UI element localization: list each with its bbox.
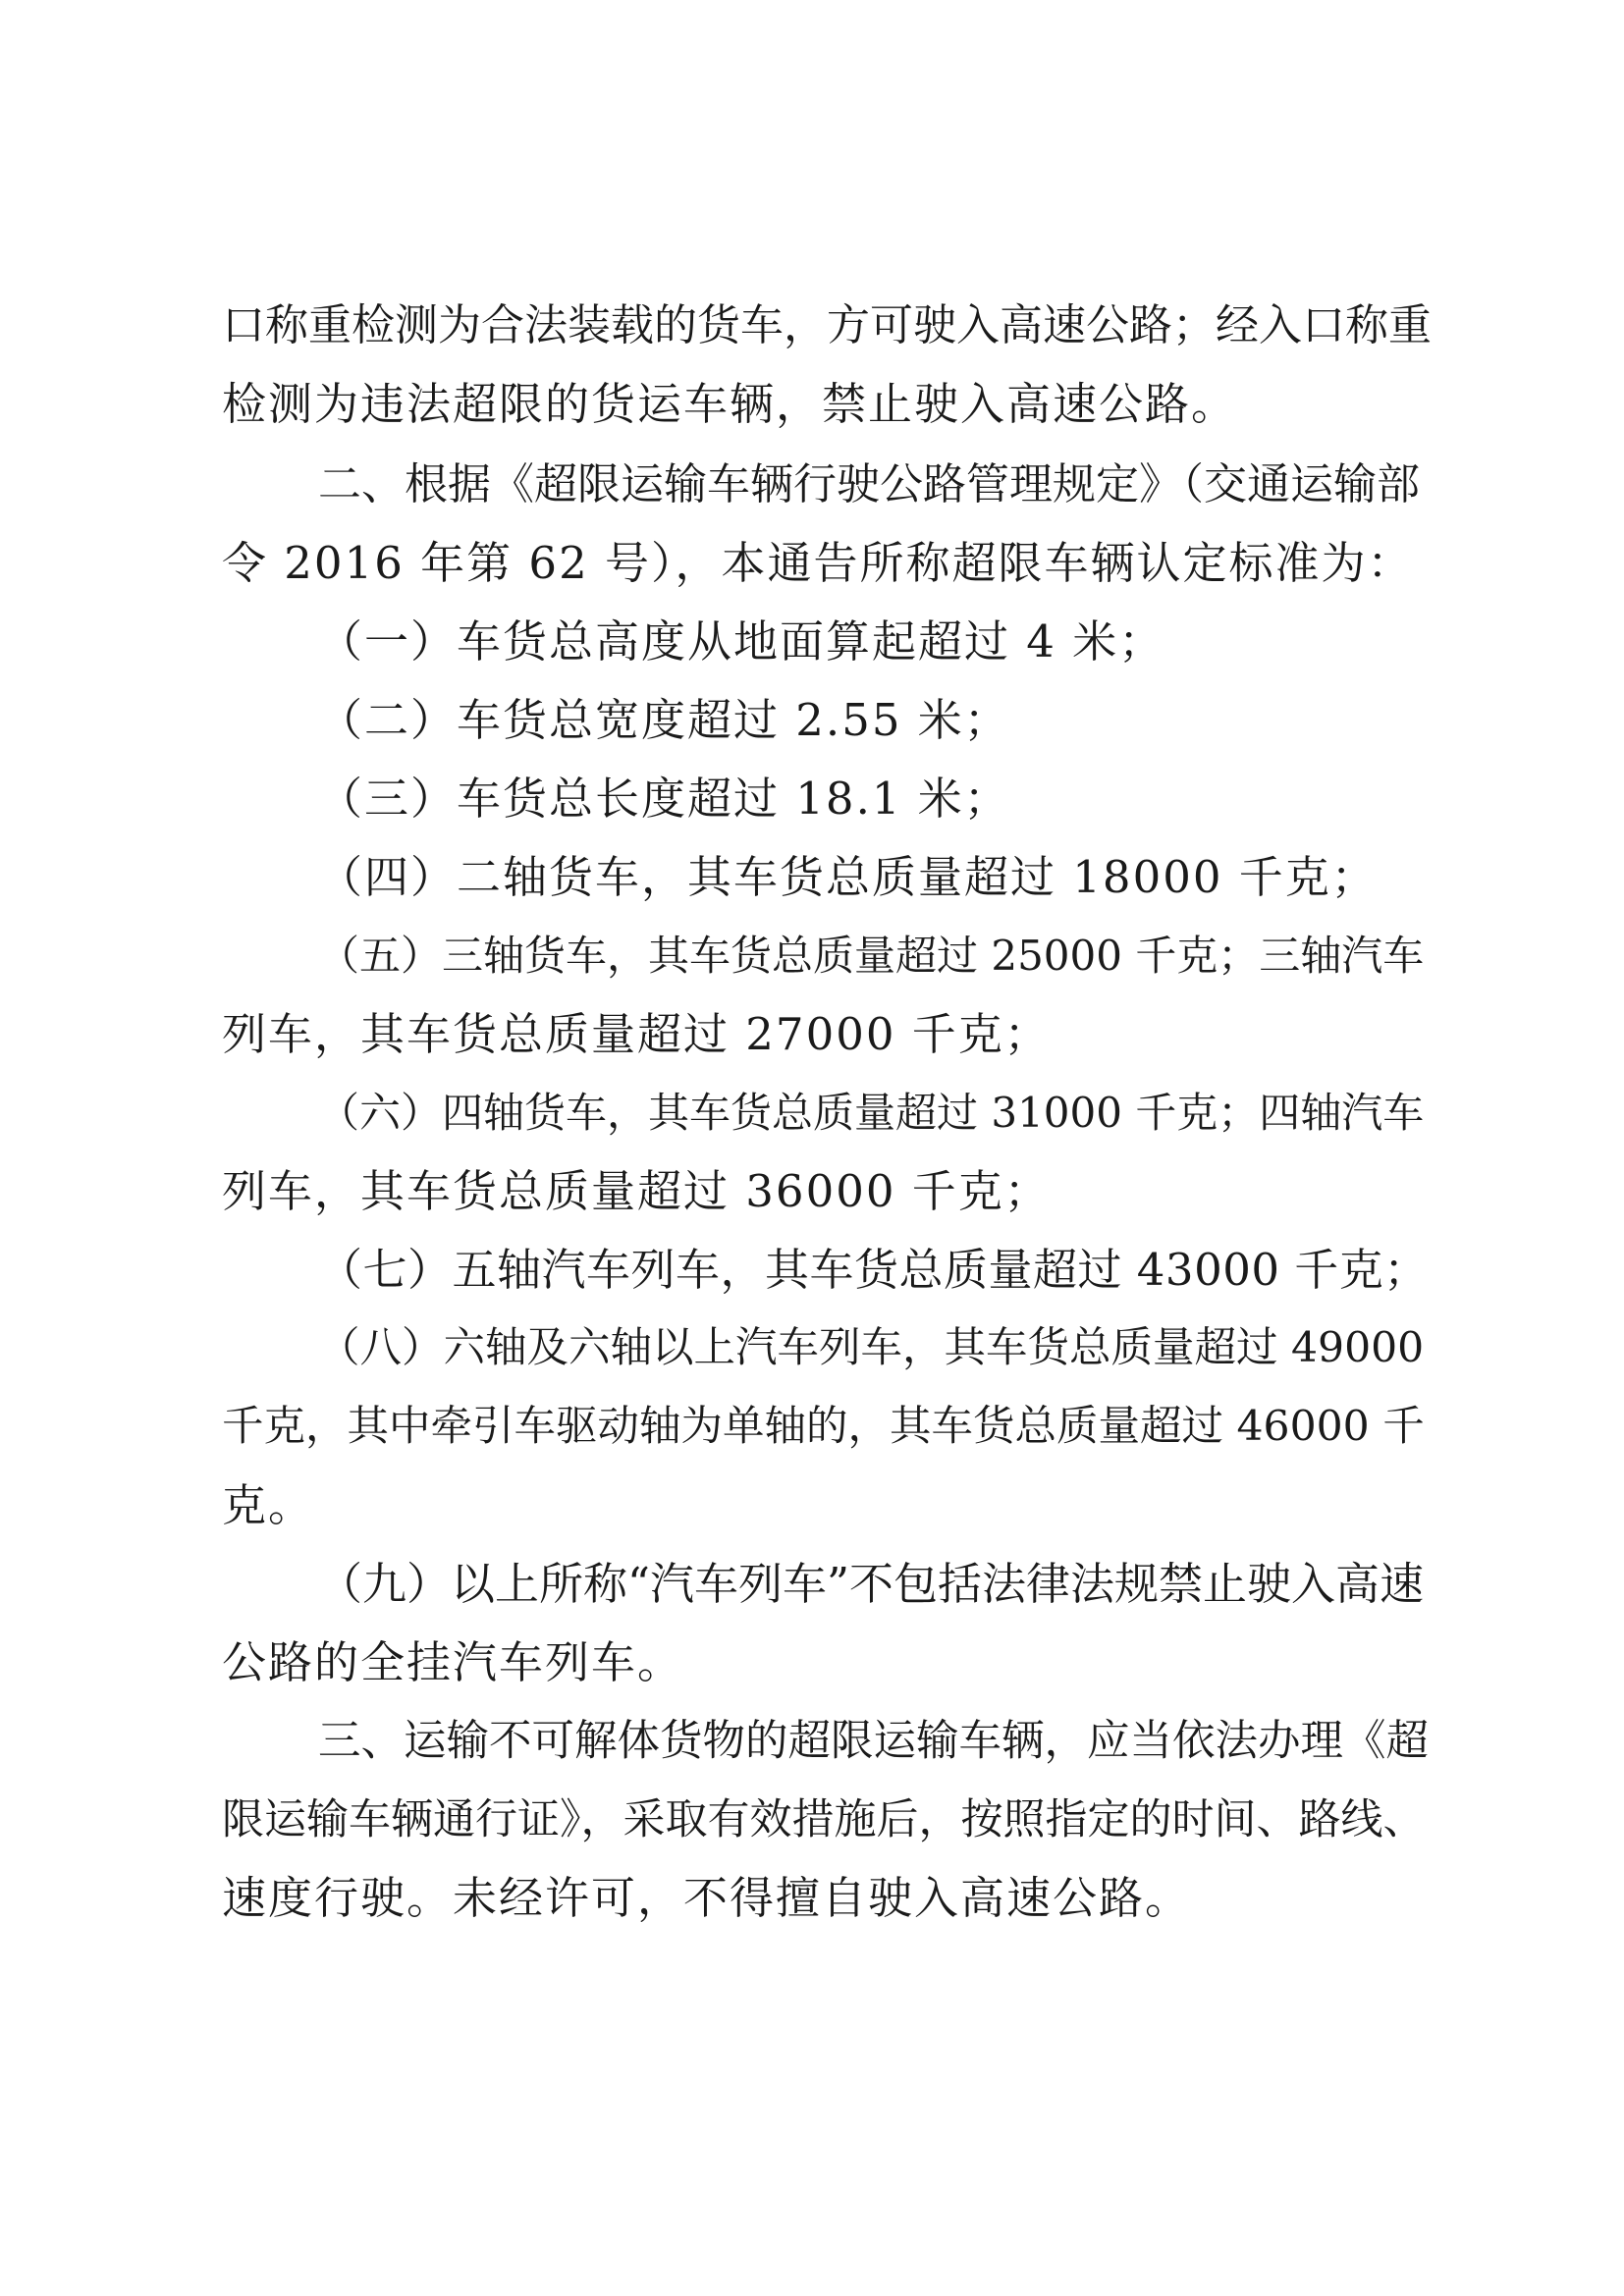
text-line: 令 2016 年第 62 号），本通告所称超限车辆认定标准为： [222,537,1414,589]
list-item-9: （九）以上所称“汽车列车”不包括法律法规禁止驶入高速 [318,1558,1425,1610]
list-item-5: （五）三轴货车，其车货总质量超过 25000 千克；三轴汽车 [318,932,1425,980]
section-three-line: 三、运输不可解体货物的超限运输车辆，应当依法办理《超 [318,1717,1429,1766]
list-item-7: （七）五轴汽车列车，其车货总质量超过 43000 千克； [318,1244,1429,1296]
list-item-6: （六）四轴货车，其车货总质量超过 31000 千克；四轴汽车 [318,1089,1425,1137]
text-line: 口称重检测为合法装载的货车，方可驶入高速公路；经入口称重 [222,300,1432,350]
list-item-5-continuation: 列车，其车货总质量超过 27000 千克； [222,1008,1051,1060]
text-line: 速度行驶。未经许可，不得擅自驶入高速公路。 [222,1872,1192,1924]
list-item-4: （四）二轴货车，其车货总质量超过 18000 千克； [318,851,1378,903]
list-item-1: （一）车货总高度从地面算起超过 4 米； [318,615,1165,667]
list-item-8-continuation: 千克，其中牵引车驱动轴为单轴的，其车货总质量超过 46000 千 [222,1403,1425,1451]
list-item-9-continuation: 公路的全挂汽车列车。 [222,1636,684,1688]
list-item-6-continuation: 列车，其车货总质量超过 36000 千克； [222,1165,1051,1217]
list-item-8: （八）六轴及六轴以上汽车列车，其车货总质量超过 49000 [318,1324,1425,1372]
list-item-3: （三）车货总长度超过 18.1 米； [318,773,1010,825]
list-item-2: （二）车货总宽度超过 2.55 米； [318,694,1010,746]
text-line: 限运输车辆通行证》，采取有效措施后，按照指定的时间、路线、 [222,1795,1426,1844]
section-two-heading-line: 二、根据《超限运输车辆行驶公路管理规定》（交通运输部 [318,459,1420,509]
text-line: 检测为违法超限的货运车辆，禁止驶入高速公路。 [222,378,1238,430]
list-item-8-continuation: 克。 [222,1479,315,1531]
